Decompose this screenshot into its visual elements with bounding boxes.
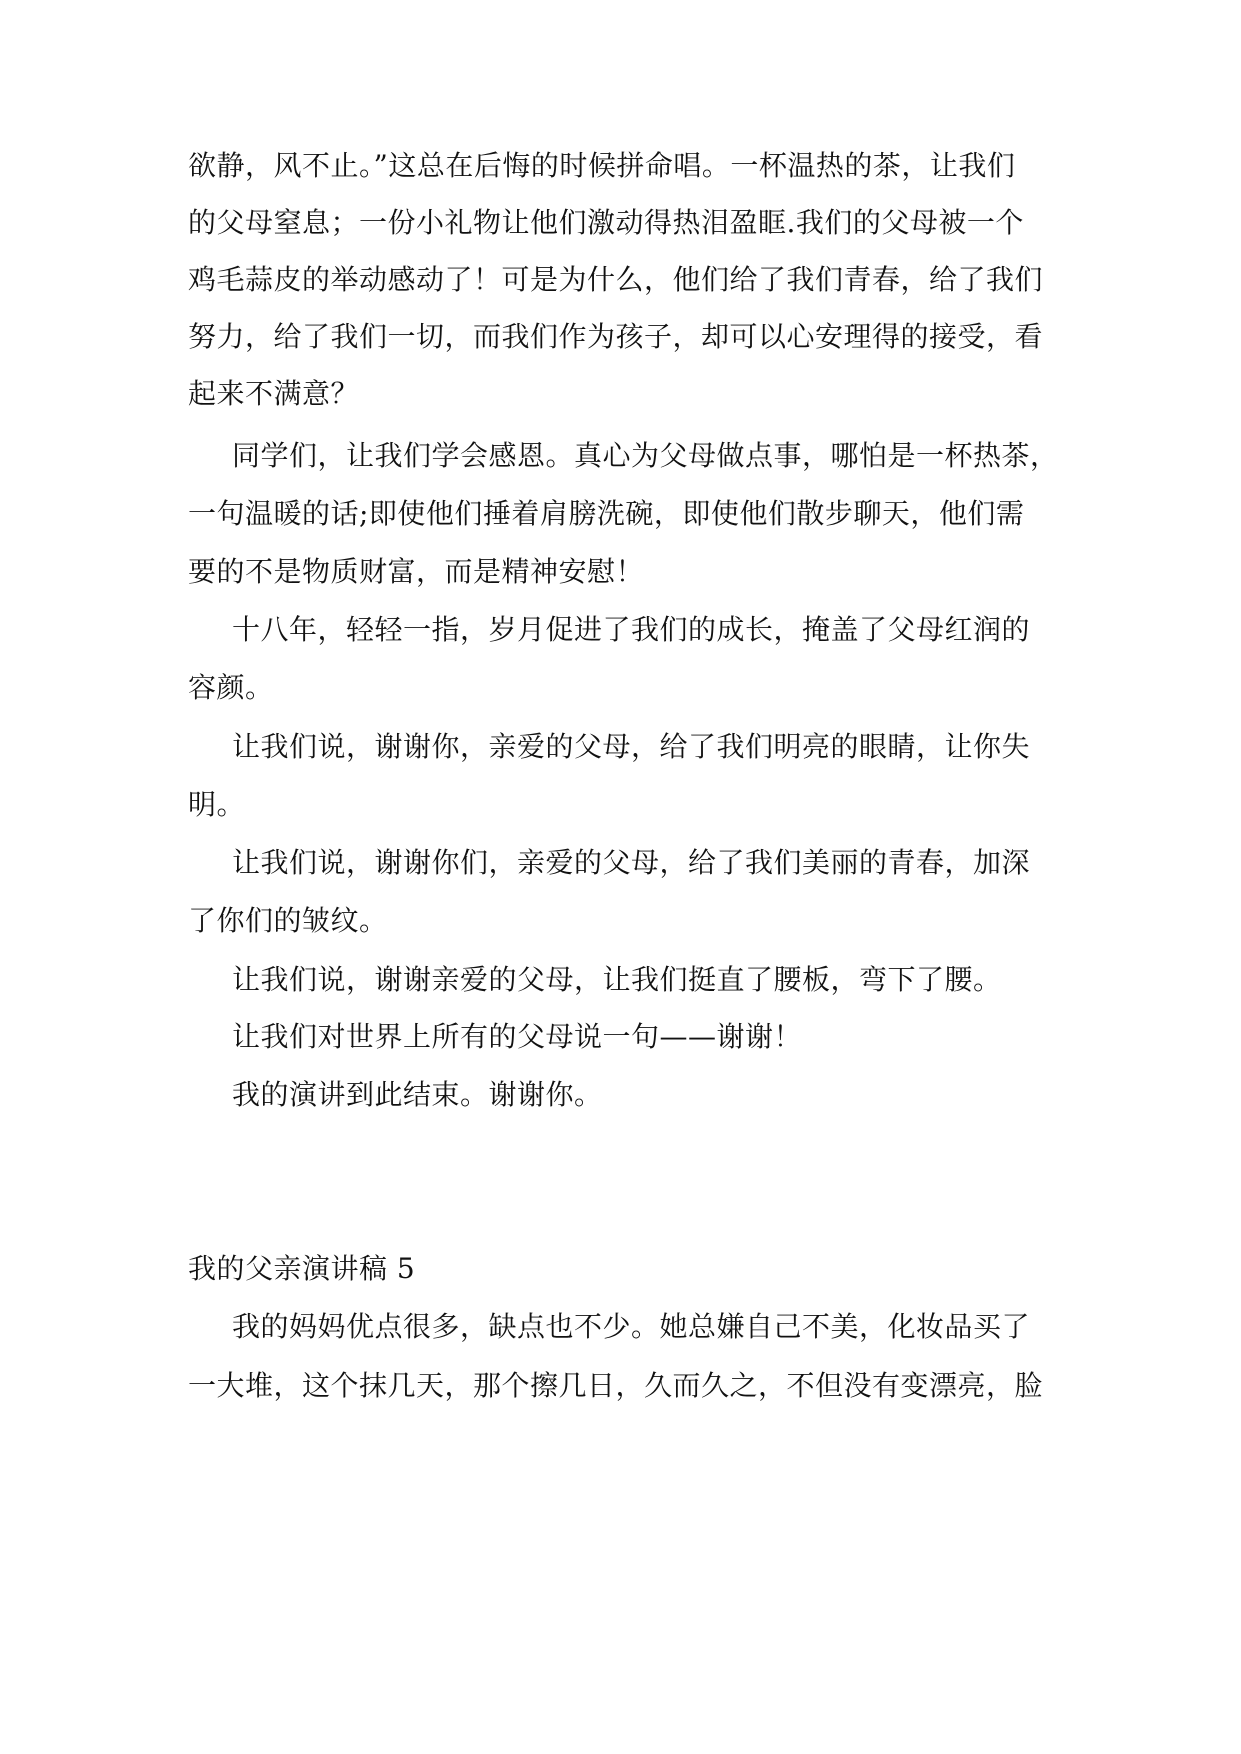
paragraph-line: 我的演讲到此结束。谢谢你。 <box>232 1078 603 1111</box>
paragraph-line: 同学们，让我们学会感恩。真心为父母做点事，哪怕是一杯热茶， <box>232 439 1059 472</box>
paragraph-line: 让我们说，谢谢你，亲爱的父母，给了我们明亮的眼睛，让你失 <box>232 730 1031 763</box>
paragraph-line: 一句温暖的话;即使他们捶着肩膀洗碗，即使他们散步聊天，他们需 <box>188 497 1025 530</box>
paragraph-line: 容颜。 <box>188 671 274 704</box>
paragraph-line: 鸡毛蒜皮的举动感动了！可是为什么，他们给了我们青春，给了我们 <box>188 263 1044 296</box>
paragraph-line: 明。 <box>188 788 246 821</box>
paragraph-line: 了你们的皱纹。 <box>188 904 388 937</box>
paragraph-line: 一大堆，这个抹几天，那个擦几日，久而久之，不但没有变漂亮，脸 <box>188 1369 1044 1402</box>
paragraph-line: 让我们说，谢谢亲爱的父母，让我们挺直了腰板，弯下了腰。 <box>232 963 1002 996</box>
paragraph-line: 让我们对世界上所有的父母说一句——谢谢！ <box>232 1020 803 1053</box>
paragraph-line: 的父母窒息；一份小礼物让他们激动得热泪盈眶.我们的父母被一个 <box>188 206 1024 239</box>
paragraph-line: 让我们说，谢谢你们，亲爱的父母，给了我们美丽的青春，加深 <box>232 846 1031 879</box>
paragraph-line: 我的妈妈优点很多，缺点也不少。她总嫌自己不美，化妆品买了 <box>232 1310 1031 1343</box>
paragraph-line: 要的不是物质财富，而是精神安慰！ <box>188 555 645 588</box>
paragraph-line: 起来不满意？ <box>188 377 360 410</box>
paragraph-line: 十八年，轻轻一指，岁月促进了我们的成长，掩盖了父母红润的 <box>232 613 1031 646</box>
paragraph-line: 欲静，风不止。”这总在后悔的时候拼命唱。一杯温热的茶，让我们 <box>188 149 1016 182</box>
paragraph-line: 努力，给了我们一切，而我们作为孩子，却可以心安理得的接受，看 <box>188 320 1044 353</box>
section-title: 我的父亲演讲稿 5 <box>188 1252 416 1285</box>
